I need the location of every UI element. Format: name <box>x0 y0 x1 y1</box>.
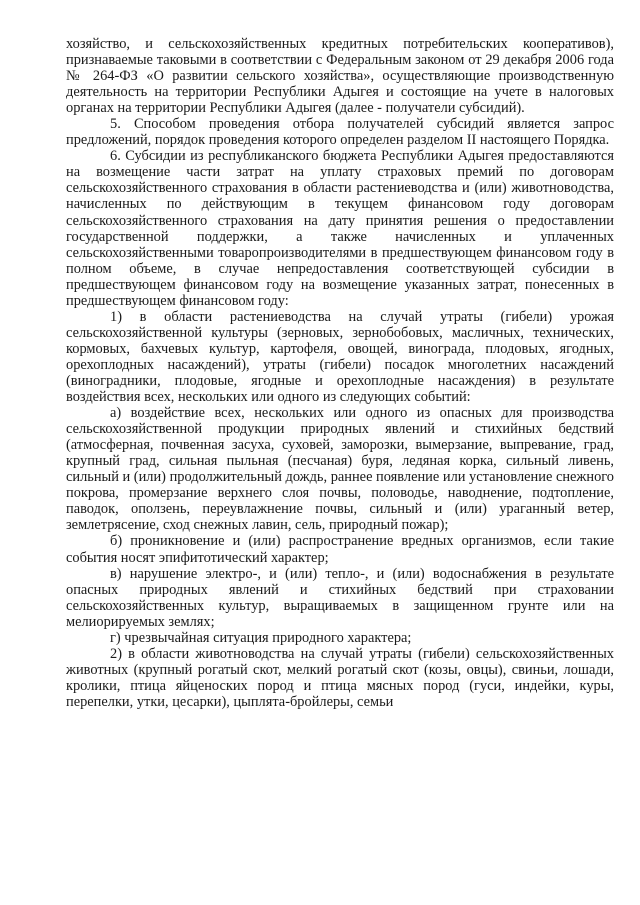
paragraph-subitem-g-emergency: г) чрезвычайная ситуация природного характера; <box>110 629 412 646</box>
paragraph-subitem-1-crops: 1) в области растениеводства на случай утраты (гибели) урожая сельскохозяйственной культуры (зерновых, зернобобовых, масличных, технических, кормовых, бахчевых культур, картофеля, овощей, винограда, плодовых, ягодных, орехоплодных насаждений), утраты (гибели) посадок многолетних насаждений (виноградники, плодовые, ягодные и орехоплодные насаждения) в результате воздействия всех, нескольких или одного из следующих событий: <box>66 308 614 406</box>
document-body <box>66 36 614 710</box>
paragraph-subitem-a-natural-hazards: а) воздействие всех, нескольких или одного из опасных для производства сельскохозяйственной продукции природных явлений и стихийных бедствий (атмосферная, почвенная засуха, суховей, заморозки, вымерзание, выпревание, град, крупный град, сильная пыльная (песчаная) буря, ледяная корка, сильный ливень, сильный и (или) продолжительный дождь, раннее появление или установление снежного покрова, промерзание верхнего слоя почвы, половодье, наводнение, подтопление, паводок, оползень, переувлажнение почвы, сильный и (или) ураганный ветер, землетрясение, сход снежных лавин, сель, природный пожар); <box>66 405 614 534</box>
paragraph-subitem-b-pests: б) проникновение и (или) распространение вредных организмов, если такие события носят эпифитотический характер; <box>66 533 614 566</box>
paragraph-subitem-2-livestock: 2) в области животноводства на случай утраты (гибели) сельскохозяйственных животных (крупный рогатый скот, мелкий рогатый скот (козы, овцы), свиньи, лошади, кролики, птица яйценоских пород и птица мясных пород (гуси, индейки, куры, перепелки, утки, цесарки), цыплята-бройлеры, семьи <box>66 645 614 710</box>
paragraph-item-6: 6. Субсидии из республиканского бюджета Республики Адыгея предоставляются на возмещение части затрат на уплату страховых премий по договорам сельскохозяйственного страхования в области растениеводства и (или) животноводства, начисленных по действующим в текущем финансовом году договорам сельскохозяйственного страхования на дату принятия решения о предоставлении государственной поддержки, а также начисленных и уплаченных сельскохозяйственными товаропроизводителями в предшествующем финансовом году в полном объеме, в случае непредоставления соответствующей субсидии в предшествующем финансовом году на возмещение указанных затрат, понесенных в предшествующем финансовом году: <box>66 148 614 309</box>
paragraph-item-5: 5. Способом проведения отбора получателей субсидий является запрос предложений, порядок проведения которого определен разделом II настоящего Порядка. <box>66 116 614 149</box>
paragraph-recipients-definition: хозяйство, и сельскохозяйственных кредитных потребительских кооперативов), признаваемые таковыми в соответствии с Федеральным законом от 29 декабря 2006 года № 264-ФЗ «О развитии сельского хозяйства», осуществляющие производственную деятельность на территории Республики Адыгея и состоящие на учете в налоговых органах на территории Республики Адыгея (далее - получатели субсидий). <box>66 36 614 117</box>
paragraph-subitem-v-utilities: в) нарушение электро-, и (или) тепло-, и (или) водоснабжения в результате опасных природных явлений и стихийных бедствий при страховании сельскохозяйственных культур, выращиваемых в защищенном грунте или на мелиорируемых землях; <box>66 565 614 630</box>
